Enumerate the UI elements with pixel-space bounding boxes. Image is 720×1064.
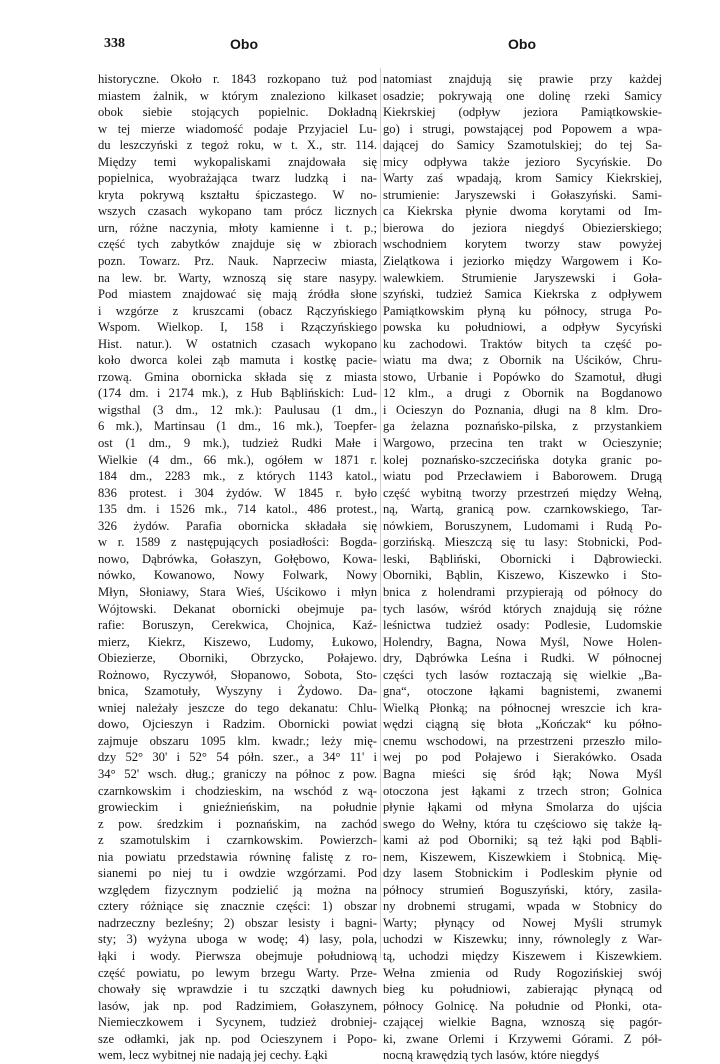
- text-line: Wielką Płonką; na północnej wreszcie ich kra-: [383, 700, 662, 715]
- text-line: Pamiątkowskim płyną ku północy, struga Po-: [383, 303, 662, 318]
- text-line: ki, zwane Orlemi i Krzywemi Górami. Z pół-: [383, 1031, 662, 1046]
- text-line: z szamotulskim i czarnkowskim. Powierzch-: [98, 833, 377, 848]
- text-line: leski, Bąbliński, Obornicki i Dąbrowiecki.: [383, 551, 662, 566]
- text-line: rzową. Gmina obornicka składa się z miasta: [98, 369, 377, 384]
- text-line: 34° 52' wsch. dług.; graniczy na północ z pow.: [98, 766, 377, 781]
- text-line: łąki i wody. Pierwsza obejmuje południową: [98, 948, 377, 963]
- text-line: Niemieczkowem i Sycynem, tudzież drobniej-: [98, 1015, 377, 1030]
- text-line: lasów, jak np. pod Radzimiem, Gołaszynem,: [98, 998, 377, 1013]
- text-line: tych lasów, wśród których znajdują się różne: [383, 601, 662, 616]
- text-line: wem, lecz wybitnej nie nadają jej cechy. Łąki: [98, 1048, 328, 1063]
- text-line: zajmuje obszaru 1095 klm. kwadr.; leży mię-: [98, 733, 377, 748]
- text-line: du leszczyński z tegoż roku, w t. X., str. 114.: [98, 138, 377, 153]
- text-line: natomiast znajdują się prawie przy każdej: [383, 72, 662, 86]
- text-line: sty; 3) wyżyna uboga w wodę; 4) lasy, pola,: [98, 932, 377, 947]
- text-line: kami aż pod Oborniki; są też łąki pod Bąbli-: [383, 833, 662, 848]
- text-line: część powiatu, po lewym brzegu Warty. Prze-: [98, 965, 377, 980]
- text-line: wiatu ma dwa; z Obornik na Uścików, Chru-: [383, 353, 662, 368]
- text-line: Kiekrskiej (odpływ jeziora Pamiątkowskie-: [383, 105, 662, 120]
- text-line: szyński, tudzież Samica Kiekrska z odpływem: [383, 287, 662, 302]
- text-line: rafie: Boruszyn, Cerekwica, Chojnica, Kaź-: [98, 618, 377, 633]
- text-line: nowo, Dąbrówka, Gołaszyn, Gołębowo, Kowa-: [98, 551, 377, 566]
- text-line: północy Golnicę. Na południe od Płonki, ota-: [383, 998, 662, 1013]
- text-line: ca Kiekrska płynie dwoma korytami od Im-: [383, 204, 662, 219]
- text-line: sze odłamki, jak np. pod Ocieszynem i Popo-: [98, 1031, 377, 1046]
- text-line: 184 dm., 2283 mk., z których 1143 katol.,: [98, 469, 377, 484]
- text-line: Warty; płynący od Nowej Myśli strumyk: [383, 915, 662, 930]
- text-line: nocną krawędzią tych lasów, które niegdyś: [383, 1048, 599, 1063]
- text-line: 12 klm., a drugi z Obornik na Bogdanowo: [383, 386, 662, 401]
- running-title-left: Obo: [230, 36, 258, 52]
- text-line: Obiezierze, Oborniki, Obrzycko, Połajewo.: [98, 651, 377, 666]
- text-line: część wybitną tworzy przestrzeń między Wełną,: [383, 485, 662, 500]
- text-line: wigsthal (3 dm., 12 mk.): Paulusau (1 dm.,: [98, 402, 377, 417]
- text-line: Między temi wykopaliskami znajdowała się: [98, 154, 377, 169]
- text-line: i wzgórze z kruszcami (obacz Rączyńskiego: [98, 303, 377, 318]
- left-text-column: [98, 71, 377, 1064]
- text-line: kolej poznańsko-szczecińska dotyka granic po-: [383, 452, 662, 467]
- text-line: Oborniki, Bąblin, Kiszewo, Kiszewko i Sto-: [383, 568, 662, 583]
- text-line: urn, różne naczynia, młoty kamienne i t. p.;: [98, 220, 377, 235]
- text-line: Młyn, Słoniawy, Stara Wieś, Uścikowo i młyn: [98, 584, 377, 599]
- text-line: uchodzi w Kiszewku; inny, równolegly z War-: [383, 932, 662, 947]
- text-line: miastem żalnik, w którym znaleziono kilkaset: [98, 88, 377, 103]
- text-line: 326 żydów. Parafia obornicka składała się: [98, 518, 377, 533]
- text-line: w tej mierze wiadomość podaje Przyjaciel Lu-: [98, 121, 377, 136]
- text-line: i Ocieszyn do Poznania, długi na 8 klm. Dro-: [383, 402, 662, 417]
- text-line: historyczne. Około r. 1843 rozkopano tuż pod: [98, 72, 377, 86]
- text-line: nówko, Kowanowo, Nowy Folwark, Nowy: [98, 568, 377, 583]
- column-divider: [380, 68, 381, 958]
- text-line: względem fizycznym podzielić ją można na: [98, 882, 377, 897]
- right-text-column: [383, 71, 662, 1064]
- text-line: nia powiatu przedstawia równinę falistę z ro-: [98, 849, 377, 864]
- text-line: 836 protest. i 304 żydów. W 1845 r. było: [98, 485, 377, 500]
- text-line: część tych zabytków znajduje się w zbiorach: [98, 237, 377, 252]
- text-line: strumienie: Jaryszewski i Gołaszyński. Sami-: [383, 187, 662, 202]
- text-line: Wójtowski. Dekanat obornicki obejmuje pa-: [98, 601, 377, 616]
- text-line: w r. 1589 z następujących posiadłości: Bogda-: [98, 535, 377, 550]
- text-line: nem, Kiszewem, Kiszewkiem i Stobnicą. Mię-: [383, 849, 662, 864]
- text-line: ny drobnemi strugami, wpada w Stobnicy do: [383, 899, 662, 914]
- text-line: dzy lasem Stobnickim i Podleskim płynie od: [383, 866, 662, 881]
- text-line: ną, Wartą, granicą pow. czarnkowskiego, Tar-: [383, 502, 662, 517]
- text-line: Pod miastem znajdować się mają źródła słone: [98, 287, 377, 302]
- text-line: gorzińską. Mieszczą się tu lasy: Stobnicki, Pod-: [383, 535, 662, 550]
- text-line: osadzie; pokrywają one dolinę rzeki Samicy: [383, 88, 662, 103]
- text-line: Warty zaś wpadają, krom Samicy Kiekrskiej,: [383, 171, 662, 186]
- text-line: ga żelazna poznańsko-pilska, z przystankiem: [383, 419, 662, 434]
- text-line: Wargowo, przecina ten trakt w Ocieszynie;: [383, 436, 662, 451]
- text-line: z pow. średzkim i poznańskim, na zachód: [98, 816, 377, 831]
- running-title-right: Obo: [508, 36, 536, 52]
- text-line: wiatu pod Przecławiem i Baborowem. Drugą: [383, 469, 662, 484]
- text-line: powska ku południowi, a odpływ Sycyński: [383, 320, 662, 335]
- text-line: czarnkowskim i chodzieskim, na wschód z wą-: [98, 783, 377, 798]
- text-line: bieg ku południowi, zabierając płynącą od: [383, 982, 662, 997]
- text-line: dzy 52° 30' i 52° 54 półn. szer., a 34° 11' i: [98, 750, 377, 765]
- text-line: gna“, otoczone łąkami bagnistemi, zwanemi: [383, 684, 662, 699]
- text-line: płynie łąkami od młyna Smolarza do ujścia: [383, 800, 662, 815]
- text-line: północy strumień Boguszyński, który, zasila-: [383, 882, 662, 897]
- text-line: wszych czasach wykopano tam prócz licznych: [98, 204, 377, 219]
- text-line: wędzi ciągną się błota „Kończak“ ku półno-: [383, 717, 662, 732]
- text-line: leśnictwa tudzież osady: Podlesie, Ludomskie: [383, 618, 662, 633]
- text-line: bnica z holendrami przypierają od północy do: [383, 584, 662, 599]
- text-line: nadrzeczny bezleśny; 2) obszar lesisty i bagni-: [98, 915, 377, 930]
- text-line: walewkiem. Strumienie Jaryszewski i Goła-: [383, 270, 662, 285]
- text-line: dającej do Samicy Szamotulskiej; do tej Sa-: [383, 138, 662, 153]
- text-line: ost (1 dm., 9 mk.), tudzież Rudki Małe i: [98, 436, 377, 451]
- text-line: swego do Wełny, która tu częściowo się także łą-: [383, 816, 662, 831]
- text-line: ku zachodowi. Traktów bitych ta część po-: [383, 336, 662, 351]
- text-line: bierowa do jeziora niegdyś Obiezierskiego;: [383, 220, 662, 235]
- text-line: czającej wielkie Bagna, wznoszą się pagór-: [383, 1015, 662, 1030]
- text-line: (174 dm. i 2174 mk.), z Hub Bąblińskich: Lud-: [98, 386, 377, 401]
- text-line: nówkiem, Boruszynem, Ludomami i Rudą Po-: [383, 518, 662, 533]
- text-line: go) i strugi, powstającej pod Popowem a wpa-: [383, 121, 662, 136]
- text-line: popielnica, wyobrażająca twarz ludzką i na-: [98, 171, 377, 186]
- text-line: dry, Dąbrówka Leśna i Rudki. W północnej: [383, 651, 662, 666]
- text-line: kryta pokrywą kształtu śpiczastego. W no-: [98, 187, 377, 202]
- text-line: Zielątkowa i jeziorko między Wargowem i Ko-: [383, 254, 662, 269]
- text-line: Wełna zmienia od Rudy Rogozińskiej swój: [383, 965, 662, 980]
- text-line: Hist. natur.). W ostatnich czasach wykopano: [98, 336, 377, 351]
- text-line: cztery różniące się znacznie części: 1) obszar: [98, 899, 377, 914]
- text-line: 6 mk.), Martinsau (1 dm., 16 mk.), Toepfer-: [98, 419, 377, 434]
- page-header: [0, 36, 720, 58]
- text-line: wej po pod Połajewo i Sierakówko. Osada: [383, 750, 662, 765]
- text-line: wschodniem korytem tworzy staw powyżej: [383, 237, 662, 252]
- text-line: otoczona jest łąkami z trzech stron; Golnica: [383, 783, 662, 798]
- text-line: pozn. Towarz. Prz. Nauk. Naprzeciw miasta,: [98, 254, 377, 269]
- text-line: bnica, Szamotuły, Wyszyny i Żydowo. Da-: [98, 684, 377, 699]
- text-line: Holendry, Bagna, Nowa Myśl, Nowe Holen-: [383, 634, 662, 649]
- text-line: cnemu wschodowi, na przestrzeni przeszło milo-: [383, 733, 662, 748]
- text-line: sianemi po niej tu i owdzie wzgórzami. Pod: [98, 866, 377, 881]
- text-line: mierz, Kiekrz, Kiszewo, Ludomy, Łukowo,: [98, 634, 377, 649]
- text-line: Bagna mieści się śród łąk; Nowa Myśl: [383, 766, 662, 781]
- text-line: koło dworca kolei ząb mamuta i kostkę pacie-: [98, 353, 377, 368]
- text-line: Wielkie (4 dm., 66 mk.), ogółem w 1871 r.: [98, 452, 377, 467]
- text-line: chowały się wprawdzie i tu szczątki dawnych: [98, 982, 377, 997]
- text-line: 135 dm. i 1526 mk., 714 katol., 486 protest.,: [98, 502, 377, 517]
- text-line: growieckim i gnieźnieńskim, na południe: [98, 800, 377, 815]
- text-line: obok siebie stojących popielnic. Dokładną: [98, 105, 377, 120]
- text-line: wniej należały jeszcze do tego dekanatu: Chlu-: [98, 700, 377, 715]
- text-line: tą, uchodzi między Kiszewem i Kiszewkiem.: [383, 948, 662, 963]
- text-line: micy odpływa także jezioro Sycyńskie. Do: [383, 154, 662, 169]
- text-line: stowo, Urbanie i Popówko do Szamotuł, długi: [383, 369, 662, 384]
- text-line: części tych lasów roztaczają się wielkie „Ba-: [383, 667, 662, 682]
- text-line: Wspom. Wielkop. I, 158 i Rzączyńskiego: [98, 320, 377, 335]
- page-number: 338: [104, 36, 125, 51]
- text-line: na lew. br. Warty, wznoszą się stare nasypy.: [98, 270, 377, 285]
- text-line: Rożnowo, Ryczywół, Słopanowo, Sobota, Sto-: [98, 667, 377, 682]
- text-line: dowo, Ojcieszyn i Radzim. Obornicki powiat: [98, 717, 377, 732]
